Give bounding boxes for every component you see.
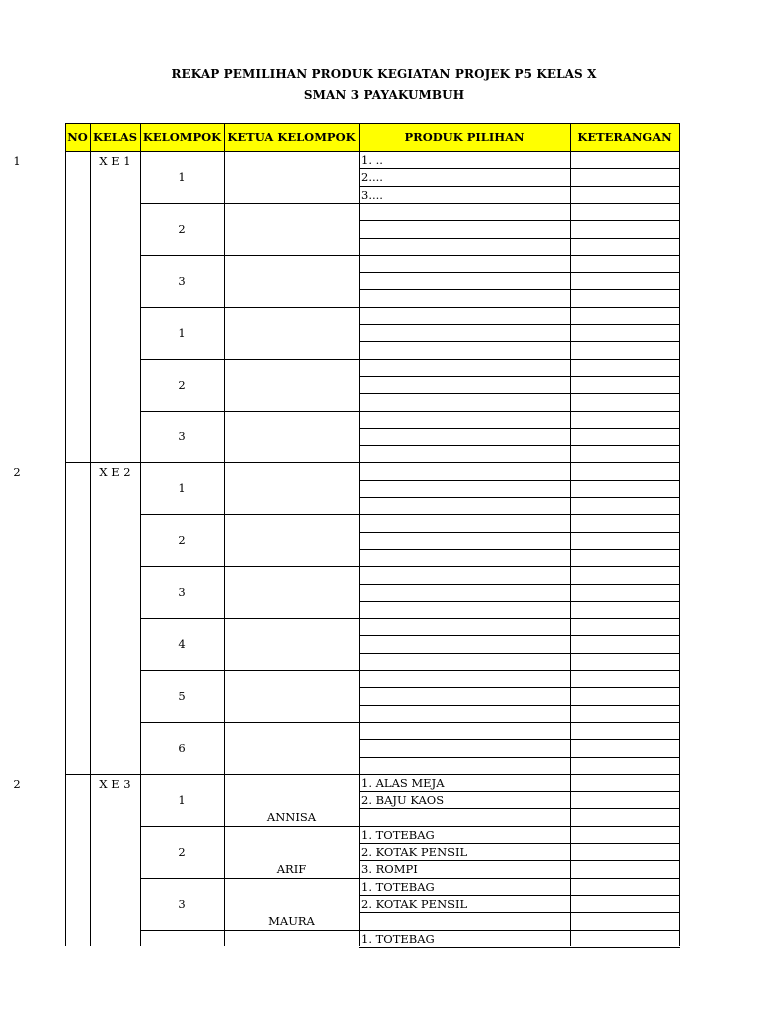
produk-cell: 2. BAJU KAOS xyxy=(361,793,445,808)
kelompok-cell: 2 xyxy=(178,377,186,392)
produk-row-line xyxy=(359,722,680,723)
kelompok-cell: 1 xyxy=(178,169,186,184)
row-kelas: X E 2 xyxy=(99,465,131,480)
produk-row-line xyxy=(359,411,680,412)
produk-row-line xyxy=(359,791,680,792)
produk-cell: 3. ROMPI xyxy=(361,862,418,877)
kelompok-cell: 5 xyxy=(178,688,186,703)
ketua-cell: MAURA xyxy=(268,913,315,928)
kelompok-cell: 3 xyxy=(178,896,186,911)
produk-row-line xyxy=(359,739,680,740)
row-kelas: X E 1 xyxy=(99,154,131,168)
produk-row-line xyxy=(359,393,680,394)
header-ketua-kelompok: KETUA KELOMPOK xyxy=(224,123,359,151)
kelompok-cell: 1 xyxy=(178,481,186,496)
group-border xyxy=(140,203,360,204)
produk-row-line xyxy=(359,895,680,896)
produk-row-line xyxy=(359,687,680,688)
produk-row-line xyxy=(359,947,680,948)
header-col-line xyxy=(65,123,66,151)
header-top-border xyxy=(65,123,680,124)
kelompok-cell: 2 xyxy=(178,533,186,548)
produk-row-line xyxy=(359,341,680,342)
produk-row-line xyxy=(359,757,680,758)
ketua-cell: ARIF xyxy=(276,861,307,876)
kelompok-cell: 6 xyxy=(178,740,186,755)
column-line xyxy=(65,151,66,946)
group-border xyxy=(140,930,360,931)
produk-row-line xyxy=(359,220,680,221)
kelompok-cell: 2 xyxy=(178,221,186,236)
produk-row-line xyxy=(359,532,680,533)
column-line xyxy=(224,151,225,946)
group-border xyxy=(140,255,360,256)
group-border xyxy=(140,670,360,671)
class-border xyxy=(65,774,680,775)
produk-cell: 1. TOTEBAG xyxy=(361,931,435,946)
produk-row-line xyxy=(359,428,680,429)
header-col-line xyxy=(224,123,225,151)
produk-row-line xyxy=(359,289,680,290)
header-no: NO xyxy=(65,123,90,151)
ketua-cell: ANNISA xyxy=(266,809,317,824)
header-kelompok: KELOMPOK xyxy=(140,123,224,151)
produk-row-line xyxy=(359,549,680,550)
group-border xyxy=(140,359,360,360)
kelompok-cell: 3 xyxy=(178,429,186,444)
kelompok-cell: 3 xyxy=(178,273,186,288)
kelompok-cell: 1 xyxy=(178,325,186,340)
produk-cell: 2. KOTAK PENSIL xyxy=(361,896,468,911)
header-bottom-border xyxy=(65,151,680,152)
document-title: REKAP PEMILIHAN PRODUK KEGIATAN PROJEK P5 KELAS X xyxy=(171,67,597,81)
row-no: 1 xyxy=(13,154,21,168)
column-line xyxy=(90,151,91,946)
produk-row-line xyxy=(359,843,680,844)
header-col-line xyxy=(359,123,360,151)
produk-row-line xyxy=(359,826,680,827)
produk-row-line xyxy=(359,307,680,308)
kelompok-cell: 3 xyxy=(178,585,186,600)
group-border xyxy=(140,722,360,723)
produk-row-line xyxy=(359,566,680,567)
group-border xyxy=(140,826,360,827)
produk-row-line xyxy=(359,808,680,809)
produk-row-line xyxy=(359,514,680,515)
row-no: 2 xyxy=(13,465,21,480)
produk-row-line xyxy=(359,203,680,204)
group-border xyxy=(140,878,360,879)
produk-row-line xyxy=(359,912,680,913)
produk-row-line xyxy=(359,705,680,706)
kelompok-cell: 1 xyxy=(178,792,186,807)
produk-row-line xyxy=(359,376,680,377)
row-no: 2 xyxy=(13,776,21,791)
header-col-line xyxy=(90,123,91,151)
column-line xyxy=(140,151,141,946)
produk-row-line xyxy=(359,670,680,671)
produk-cell: 1. ALAS MEJA xyxy=(361,775,445,790)
produk-row-line xyxy=(359,186,680,187)
produk-row-line xyxy=(359,168,680,169)
produk-cell: 1. TOTEBAG xyxy=(361,879,435,894)
group-border xyxy=(140,566,360,567)
produk-cell: 3.... xyxy=(361,187,383,202)
document-subtitle: SMAN 3 PAYAKUMBUH xyxy=(303,88,465,102)
group-border xyxy=(140,618,360,619)
produk-row-line xyxy=(359,480,680,481)
header-col-line xyxy=(140,123,141,151)
produk-row-line xyxy=(359,601,680,602)
produk-cell: 2.... xyxy=(361,170,383,185)
produk-row-line xyxy=(359,860,680,861)
produk-row-line xyxy=(359,238,680,239)
produk-cell: 2. KOTAK PENSIL xyxy=(361,845,468,859)
produk-row-line xyxy=(359,878,680,879)
produk-row-line xyxy=(359,255,680,256)
produk-row-line xyxy=(359,635,680,636)
kelompok-cell: 4 xyxy=(178,637,186,652)
group-border xyxy=(140,411,360,412)
header-col-line xyxy=(570,123,571,151)
group-border xyxy=(140,307,360,308)
produk-row-line xyxy=(359,653,680,654)
row-kelas: X E 3 xyxy=(99,776,131,791)
group-border xyxy=(140,514,360,515)
kelompok-cell: 2 xyxy=(178,844,186,859)
produk-row-line xyxy=(359,272,680,273)
produk-row-line xyxy=(359,584,680,585)
produk-cell: 1. .. xyxy=(361,153,383,167)
produk-row-line xyxy=(359,445,680,446)
produk-row-line xyxy=(359,324,680,325)
produk-row-line xyxy=(359,359,680,360)
class-border xyxy=(65,462,680,463)
produk-row-line xyxy=(359,930,680,931)
header-keterangan: KETERANGAN xyxy=(570,123,679,151)
produk-row-line xyxy=(359,497,680,498)
produk-cell: 1. TOTEBAG xyxy=(361,827,435,842)
header-produk-pilihan: PRODUK PILIHAN xyxy=(359,123,570,151)
header-kelas: KELAS xyxy=(90,123,140,151)
header-col-line xyxy=(679,123,680,151)
produk-row-line xyxy=(359,618,680,619)
